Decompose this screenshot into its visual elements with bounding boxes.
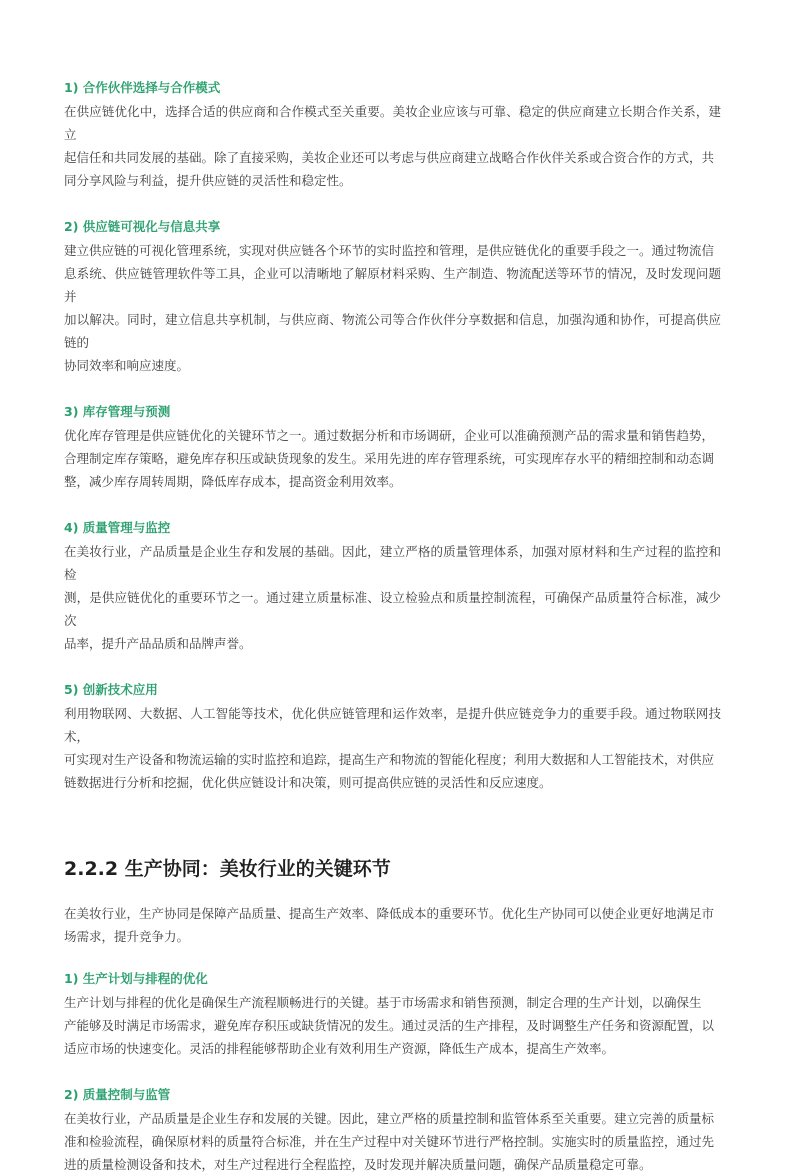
paragraph-line: 优化库存管理是供应链优化的关键环节之一。通过数据分析和市场调研，企业可以准确预测产品的需求量和销售趋势， bbox=[64, 428, 715, 443]
paragraph-line: 可实现对生产设备和物流运输的实时监控和追踪，提高生产和物流的智能化程度；利用大数据和人工智能技术，对供应 bbox=[64, 752, 715, 767]
paragraph-line: 准和检验流程，确保原材料的质量符合标准，并在生产过程中对关键环节进行严格控制。实施实时的质量监控，通过先 bbox=[64, 1134, 715, 1149]
subsection-innovation bbox=[64, 681, 721, 794]
paragraph-line: 进的质量检测设备和技术，对生产过程进行全程监控，及时发现并解决质量问题，确保产品质量稳定可靠。 bbox=[64, 1157, 652, 1172]
subsection-heading: 1) 合作伙伴选择与合作模式 bbox=[64, 80, 221, 95]
paragraph-line: 在美妆行业，生产协同是保障产品质量、提高生产效率、降低成本的重要环节。优化生产协同可以使企业更好地满足市 bbox=[64, 906, 715, 921]
paragraph-line: 加以解决。同时，建立信息共享机制，与供应商、物流公司等合作伙伴分享数据和信息，加强沟通和协作，可提高供应链的 bbox=[64, 312, 721, 350]
paragraph-line: 合理制定库存策略，避免库存积压或缺货现象的发生。采用先进的库存管理系统，可实现库存水平的精细控制和动态调 bbox=[64, 451, 715, 466]
paragraph-line: 在美妆行业，产品质量是企业生存和发展的关键。因此，建立严格的质量控制和监管体系至关重要。建立完善的质量标 bbox=[64, 1111, 715, 1126]
paragraph-line: 利用物联网、大数据、人工智能等技术，优化供应链管理和运作效率，是提升供应链竞争力的重要手段。通过物联网技术， bbox=[64, 706, 721, 744]
paragraph-line: 产能够及时满足市场需求，避免库存积压或缺货情况的发生。通过灵活的生产排程，及时调整生产任务和资源配置，以 bbox=[64, 1018, 715, 1033]
paragraph-line: 建立供应链的可视化管理系统，实现对供应链各个环节的实时监控和管理，是供应链优化的重要手段之一。通过物流信 bbox=[64, 243, 715, 258]
paragraph-line: 场需求，提升竞争力。 bbox=[64, 929, 190, 944]
paragraph-line: 测，是供应链优化的重要环节之一。通过建立质量标准、设立检验点和质量控制流程，可确保产品质量符合标准，减少次 bbox=[64, 590, 721, 628]
paragraph-line: 整，减少库存周转周期，降低库存成本，提高资金利用效率。 bbox=[64, 474, 402, 489]
paragraph-line: 品率，提升产品品质和品牌声誉。 bbox=[64, 636, 252, 651]
subsection-heading: 4) 质量管理与监控 bbox=[64, 520, 171, 535]
subsection-inventory bbox=[64, 403, 721, 493]
subsection-heading: 3) 库存管理与预测 bbox=[64, 404, 171, 419]
section-intro bbox=[64, 902, 721, 948]
paragraph-line: 同分享风险与利益，提升供应链的灵活性和稳定性。 bbox=[64, 173, 352, 188]
section-title: 2.2.2 生产协同：美妆行业的关键环节 bbox=[64, 858, 391, 880]
subsection-quality bbox=[64, 519, 721, 655]
subsection-quality-control bbox=[64, 1086, 721, 1176]
paragraph-line: 生产计划与排程的优化是确保生产流程顺畅进行的关键。基于市场需求和销售预测，制定合理的生产计划，以确保生 bbox=[64, 995, 702, 1010]
paragraph-line: 适应市场的快速变化。灵活的排程能够帮助企业有效利用生产资源，降低生产成本，提高生产效率。 bbox=[64, 1041, 615, 1056]
subsection-heading: 2) 质量控制与监管 bbox=[64, 1087, 171, 1102]
subsection-heading: 5) 创新技术应用 bbox=[64, 682, 158, 697]
paragraph-line: 协同效率和响应速度。 bbox=[64, 358, 190, 373]
paragraph-line: 息系统、供应链管理软件等工具，企业可以清晰地了解原材料采购、生产制造、物流配送等环节的情况，及时发现问题并 bbox=[64, 266, 721, 304]
subsection-production-planning bbox=[64, 970, 721, 1060]
paragraph-line: 在美妆行业，产品质量是企业生存和发展的基础。因此，建立严格的质量管理体系，加强对原材料和生产过程的监控和检 bbox=[64, 544, 721, 582]
subsection-heading: 2) 供应链可视化与信息共享 bbox=[64, 219, 221, 234]
subsection-partner-selection bbox=[64, 79, 721, 192]
paragraph-line: 链数据进行分析和挖掘，优化供应链设计和决策，则可提高供应链的灵活性和反应速度。 bbox=[64, 775, 552, 790]
paragraph-line: 在供应链优化中，选择合适的供应商和合作模式至关重要。美妆企业应该与可靠、稳定的供应商建立长期合作关系，建立 bbox=[64, 104, 721, 142]
subsection-visibility bbox=[64, 218, 721, 377]
paragraph-line: 起信任和共同发展的基础。除了直接采购，美妆企业还可以考虑与供应商建立战略合作伙伴关系或合资合作的方式，共 bbox=[64, 150, 715, 165]
subsection-heading: 1) 生产计划与排程的优化 bbox=[64, 971, 208, 986]
